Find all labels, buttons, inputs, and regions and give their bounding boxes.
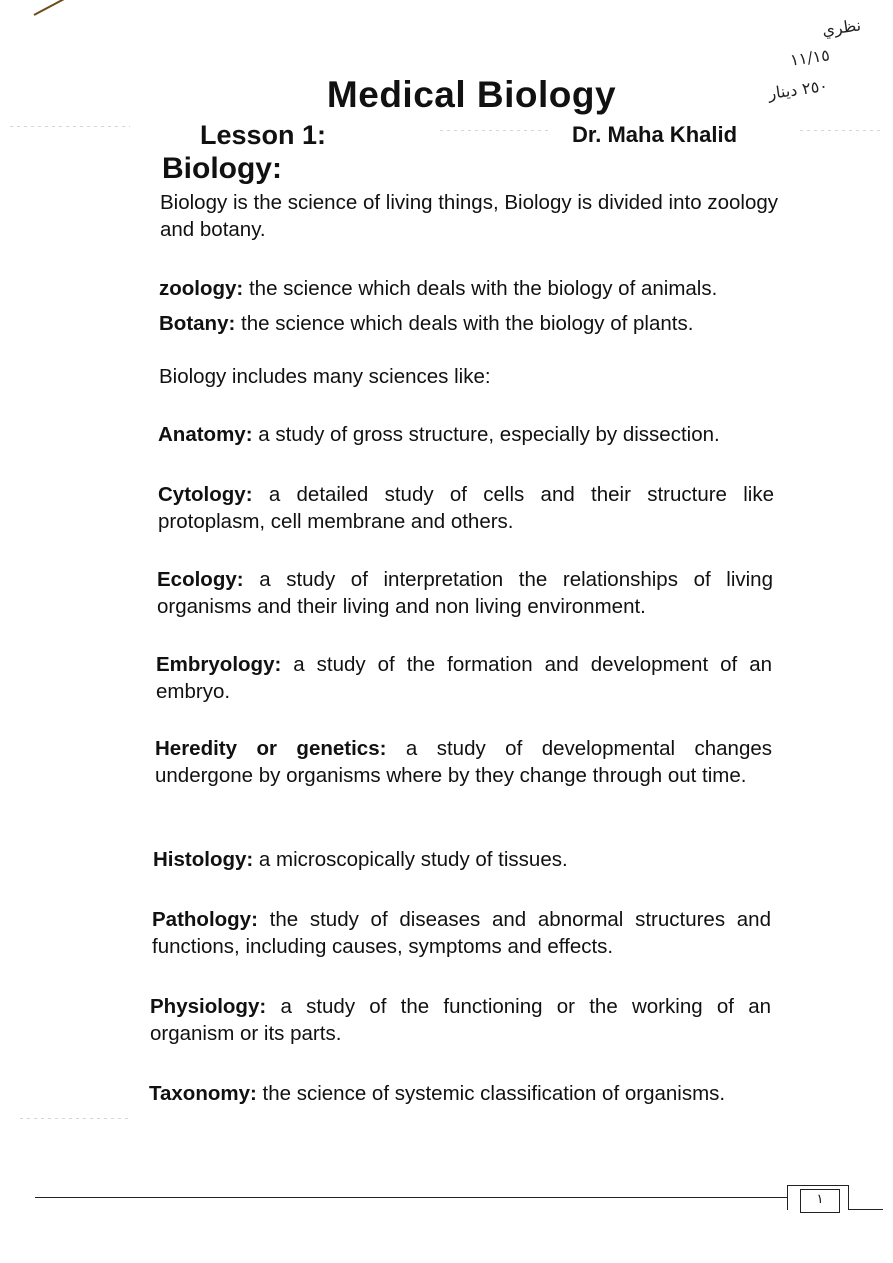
- scan-noise: [10, 126, 130, 127]
- term-definition: the science which deals with the biology of plants.: [241, 312, 694, 335]
- definition-heredity: [155, 735, 772, 789]
- term-label: Cytology:: [158, 483, 253, 506]
- definition-physiology: [150, 993, 771, 1047]
- definition-taxonomy: [149, 1080, 771, 1107]
- term-label: Botany:: [159, 312, 236, 335]
- term-definition: a detailed study of cells and their structure like protoplasm, cell membrane and others.: [158, 483, 774, 533]
- term-label: Anatomy:: [158, 423, 253, 446]
- term-definition: the science which deals with the biology of animals.: [248, 277, 718, 300]
- lesson-label: Lesson 1:: [200, 120, 327, 150]
- term-definition: a study of the formation and development of an embryo.: [156, 653, 773, 703]
- definition-cytology: [158, 481, 774, 535]
- intro-paragraph: Biology is the science of living things, Biology is divided into zoology and botany.: [160, 191, 778, 241]
- author-name: Dr. Maha Khalid: [572, 122, 738, 147]
- term-definition: a study of gross structure, especially by dissection.: [258, 423, 720, 446]
- section-heading: Biology:: [162, 152, 282, 185]
- document-title: Medical Biology: [326, 74, 617, 115]
- scan-noise: [440, 130, 550, 131]
- definition-zoology: [159, 275, 779, 302]
- term-definition: a study of interpretation the relationships of living organisms and their living and non living environment.: [157, 568, 773, 618]
- handwritten-note-line: ٢٥٠ دينار: [766, 75, 829, 104]
- term-label: Taxonomy:: [149, 1082, 257, 1105]
- term-definition: the study of diseases and abnormal structures and functions, including causes, symptoms and effects.: [152, 908, 771, 958]
- page-number: ١: [800, 1189, 840, 1213]
- term-definition: a microscopically study of tissues.: [258, 848, 568, 871]
- term-definition: a study of developmental changes undergone by organisms where by they change through out time.: [155, 737, 772, 787]
- definition-anatomy: [158, 421, 774, 448]
- pen-stroke-mark: [34, 0, 81, 16]
- term-label: Histology:: [153, 848, 254, 871]
- definition-ecology: [157, 566, 773, 620]
- term-label: Ecology:: [157, 568, 244, 591]
- definition-embryology: [156, 651, 772, 705]
- definition-histology: [153, 846, 770, 873]
- handwritten-note-line: ١١/١٥: [788, 45, 831, 70]
- footer-rule: [35, 1197, 787, 1198]
- scan-noise: [800, 130, 880, 131]
- term-label: Pathology:: [152, 908, 258, 931]
- term-label: Physiology:: [150, 995, 267, 1018]
- sciences-intro: Biology includes many sciences like:: [159, 365, 491, 388]
- handwritten-note-line: نظري: [820, 15, 863, 40]
- footer-rule-tail: [849, 1209, 883, 1210]
- term-definition: the science of systemic classification of organisms.: [262, 1082, 726, 1105]
- definition-botany: [159, 310, 779, 337]
- term-label: Heredity or genetics:: [155, 737, 387, 760]
- scan-noise: [20, 1118, 130, 1119]
- definition-pathology: [152, 906, 771, 960]
- term-definition: a study of the functioning or the working of an organism or its parts.: [150, 995, 771, 1045]
- term-label: zoology:: [159, 277, 244, 300]
- term-label: Embryology:: [156, 653, 282, 676]
